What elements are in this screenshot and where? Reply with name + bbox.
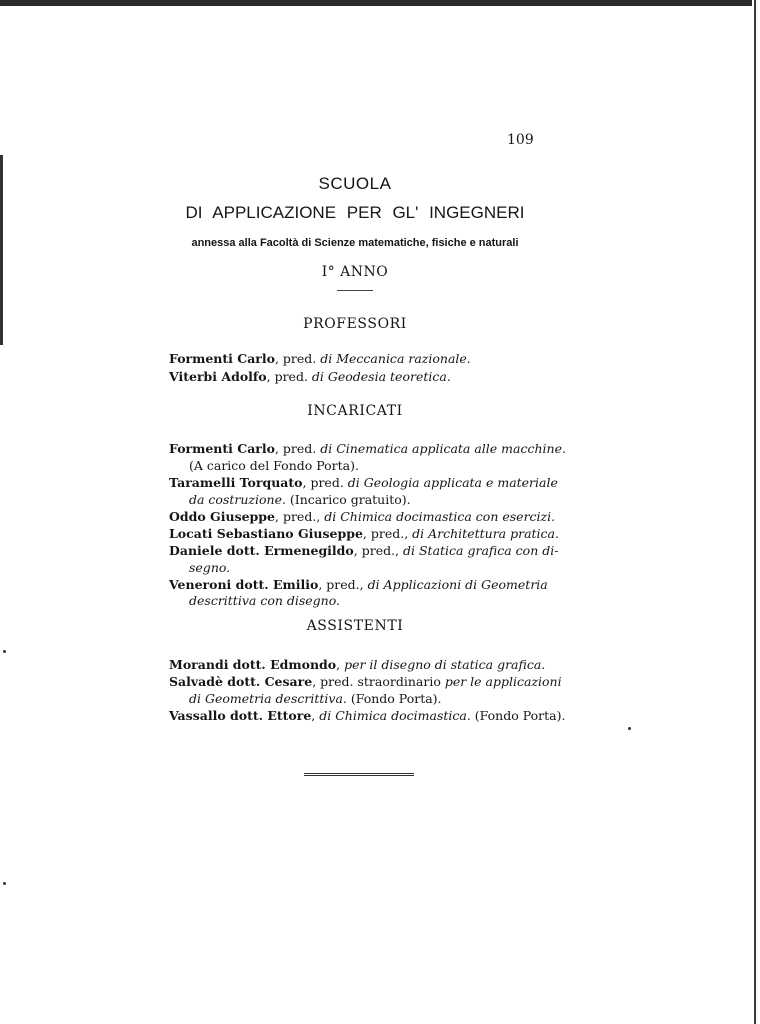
person-name: Oddo Giuseppe <box>169 509 275 524</box>
list-item <box>169 474 558 491</box>
list-item-continuation <box>189 690 442 707</box>
person-role: , pred. <box>302 475 348 490</box>
list-item-continuation <box>189 559 230 576</box>
person-role: , pred. <box>274 441 321 456</box>
note-text: (Fondo Porta). <box>470 708 566 723</box>
note-text: (Fondo Porta). <box>346 691 442 706</box>
person-name: Formenti Carlo <box>169 351 275 366</box>
end-divider <box>304 773 414 776</box>
list-item <box>169 576 548 593</box>
list-item <box>169 707 565 724</box>
list-item <box>169 656 545 673</box>
page-number: 109 <box>507 132 534 148</box>
person-role: , pred., <box>353 543 404 558</box>
list-item-continuation <box>189 457 359 474</box>
person-name: Locati Sebastiano Giuseppe <box>169 526 363 541</box>
scan-speck <box>3 882 6 885</box>
person-subject: di Geologia applicata e materiale <box>347 475 558 490</box>
list-item-continuation <box>189 592 340 609</box>
note-text: (Incarico gratuito). <box>285 492 411 507</box>
person-subject: di Chimica docimastica con esercizi. <box>324 509 556 524</box>
title-applicazione: DI APPLICAZIONE PER GL' INGEGNERI <box>185 203 525 222</box>
person-role: , pred., <box>318 577 368 592</box>
list-item-continuation <box>189 491 411 508</box>
list-item <box>169 508 555 525</box>
scan-speck <box>628 727 631 730</box>
person-role: , pred., <box>362 526 413 541</box>
list-item <box>169 368 451 385</box>
person-subject: per le applicazioni <box>444 674 562 689</box>
person-subject: di Architettura pratica. <box>412 526 559 541</box>
scan-top-edge <box>0 0 760 6</box>
heading-assistenti: ASSISTENTI <box>306 618 404 634</box>
subject-continuation: descrittiva con disegno. <box>189 593 341 608</box>
list-item <box>169 525 559 542</box>
person-subject: di Applicazioni di Geometria <box>367 577 548 592</box>
person-name: Daniele dott. Ermenegildo <box>169 543 354 558</box>
subject-continuation: di Geometria descrittiva. <box>189 691 347 706</box>
subject-continuation: da costruzione. <box>189 492 286 507</box>
person-role: , pred., <box>275 509 325 524</box>
person-role: , pred. straordinario <box>312 674 445 689</box>
list-item <box>169 673 562 690</box>
subject-continuation: segno. <box>189 560 231 575</box>
person-name: Viterbi Adolfo <box>169 369 267 384</box>
scan-right-edge <box>752 0 760 1024</box>
person-subject: di Meccanica razionale. <box>320 351 471 366</box>
title-scuola: SCUOLA <box>318 174 392 193</box>
person-subject: di Geodesia teoretica. <box>311 369 451 384</box>
year-label: I° ANNO <box>321 264 389 280</box>
person-name: Formenti Carlo <box>169 441 275 456</box>
person-name: Taramelli Torquato <box>169 475 303 490</box>
person-name: Salvadè dott. Cesare <box>169 674 313 689</box>
person-role: , pred. <box>274 351 321 366</box>
divider-short <box>337 290 373 291</box>
person-subject: di Chimica docimastica. <box>319 708 471 723</box>
heading-incaricati: INCARICATI <box>307 403 403 419</box>
person-name: Veneroni dott. Emilio <box>169 577 319 592</box>
person-name: Morandi dott. Edmondo <box>169 657 337 672</box>
list-item <box>169 350 471 367</box>
person-role: , <box>311 708 320 723</box>
person-name: Vassallo dott. Ettore <box>169 708 312 723</box>
subtitle-faculty: annessa alla Facoltà di Scienze matematiche, fisiche e naturali <box>191 237 519 249</box>
list-item <box>169 440 566 457</box>
person-subject: per il disegno di statica grafica. <box>344 657 546 672</box>
note-text: (A carico del Fondo Porta). <box>189 458 359 473</box>
person-subject: di Statica grafica con di- <box>403 543 559 558</box>
person-role: , <box>336 657 345 672</box>
heading-professori: PROFESSORI <box>303 316 407 332</box>
list-item <box>169 542 558 559</box>
person-subject: di Cinematica applicata alle macchine. <box>320 441 566 456</box>
scan-speck <box>3 650 6 653</box>
person-role: , pred. <box>266 369 312 384</box>
